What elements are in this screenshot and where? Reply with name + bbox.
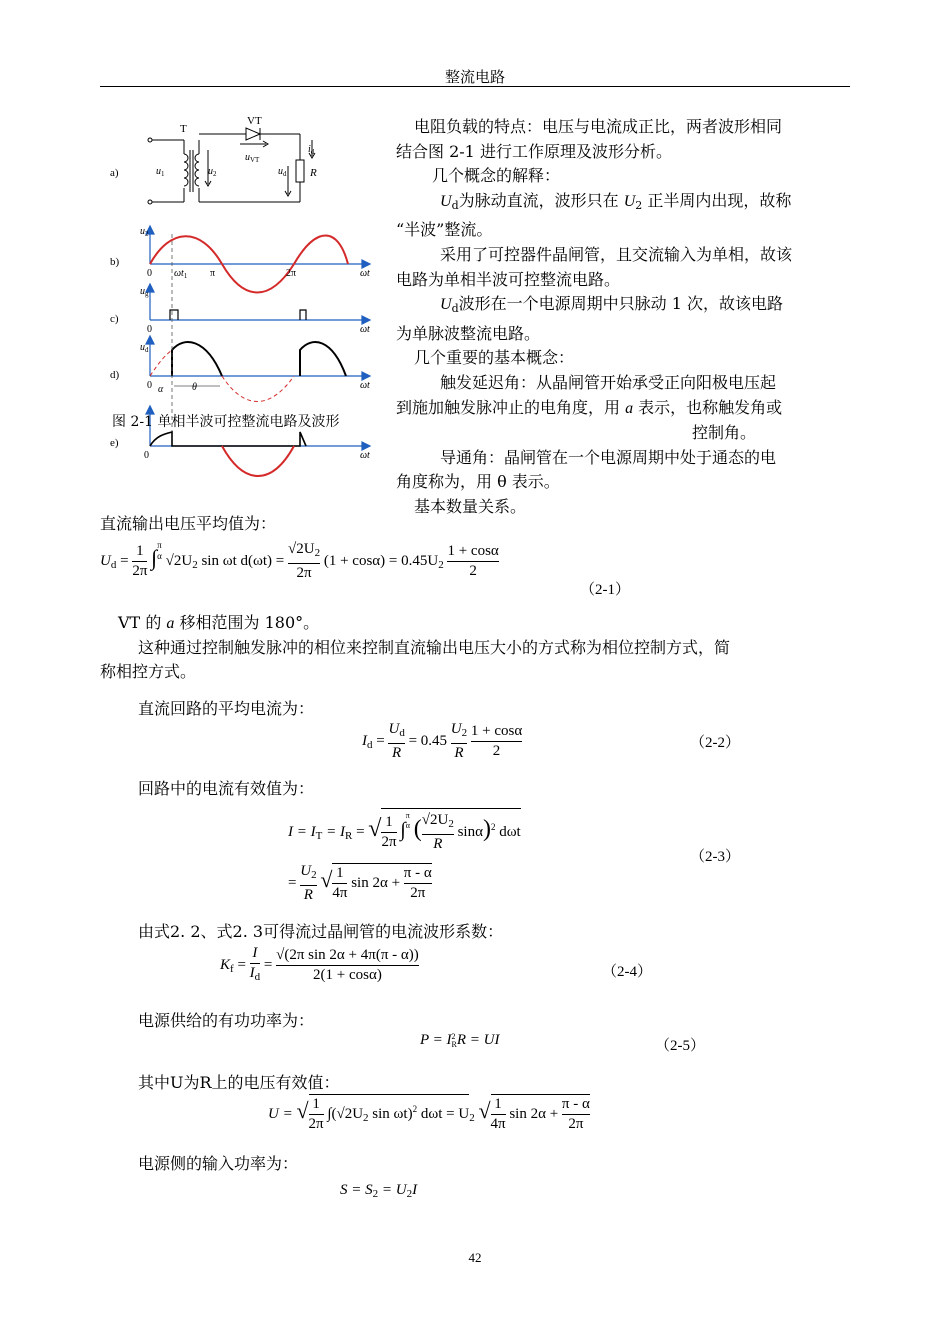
equation-number: （2-3） (690, 849, 740, 865)
paragraph: 这种通过控制触发脉冲的相位来控制直流输出电压大小的方式称为相位控制方式，简 (138, 638, 731, 657)
text-line: 几个重要的基本概念： (414, 348, 575, 368)
equation-2-3-line1: $I = I_T = I_R$ = √ $\frac{1}{2\pi}$ ∫π α ( $\frac{√2U_2}{R}$ sinα)$^2$ dωt (288, 808, 521, 854)
paragraph: 直流回路的平均电流为： (138, 699, 315, 718)
equation-2-5: P = I2 RR = UI (420, 1031, 500, 1049)
page-number: 42 (468, 1250, 482, 1265)
paragraph: 其中U为R上的电压有效值： (138, 1073, 340, 1092)
paragraph: 电源侧的输入功率为： (138, 1154, 299, 1173)
paragraph: 由式2. 2、式2. 3可得流过晶闸管的电流波形系数： (138, 922, 504, 941)
u2-label: $u_2$ (208, 166, 217, 178)
circuit-diagram (148, 128, 315, 204)
transformer-label: T (180, 123, 187, 135)
equation-voltage-rms: U = √ $\frac{1}{2\pi}$ $\int(√2U_2$ sin ωt)$^2$ $d\omega t = U_2$ √ $\frac{1}{4\pi}$ sin 2α + $\frac{\pi - \alpha}{2\pi}$ (268, 1096, 590, 1132)
thyristor-label: VT (247, 115, 262, 127)
equation-number: （2-4） (602, 964, 652, 980)
omega-t-b: ωt (360, 268, 370, 279)
text-line: 基本数量关系。 (414, 496, 527, 516)
equation-apparent-power: $S = S_2 = U_2I$ (340, 1182, 418, 1200)
id-label: $i_d$ (308, 144, 315, 156)
paragraph: VT 的 a 移相范围为 180°。 (118, 613, 320, 632)
panel-label-e: e) (110, 437, 119, 449)
ud-axis-label: $u_d$ (140, 342, 149, 354)
paragraph: 直流输出电压平均值为： (100, 514, 277, 533)
ud-waveform (172, 342, 346, 376)
text-line: 几个概念的解释： (432, 166, 561, 186)
zero-d: 0 (147, 380, 152, 391)
text-line: $U_d$波形在一个电源周期中只脉动 1 次，故该电路 (440, 294, 783, 316)
text-line: $U_d$为脉动直流，波形只在 $U_2$ 正半周内出现，故称 (440, 190, 792, 212)
omega-t-e: ωt (360, 450, 370, 461)
theta-label: θ (192, 382, 197, 393)
ud-label: $u_d$ (278, 166, 287, 178)
text-line: 到施加触发脉冲止的电角度，用 a 表示，也称触发角或 (396, 397, 783, 417)
equation-number: （2-5） (655, 1038, 705, 1054)
equation-number: （2-1） (580, 582, 630, 598)
panel-label-c: c) (110, 313, 119, 325)
omega-t-c: ωt (360, 324, 370, 335)
omega-t-d: ωt (360, 380, 370, 391)
right-text-block (396, 115, 792, 520)
paragraph: 称相控方式。 (100, 662, 197, 681)
u-vt-label: $u_{VT}$ (245, 152, 260, 164)
u2-axis-label: $u_2$ (140, 226, 149, 238)
equation-2-3-line2: = $\frac{U_2}{R}$ √ $\frac{1}{4\pi}$ sin 2α + $\frac{\pi - \alpha}{2\pi}$ (288, 863, 432, 903)
text-line: “半波”整流。 (396, 220, 493, 240)
text-line: 结合图 2-1 进行工作原理及波形分析。 (396, 141, 672, 161)
alpha-label: α (158, 384, 164, 395)
text-line: 角度称为，用 θ 表示。 (396, 472, 560, 492)
text-line: 电路为单相半波可控整流电路。 (396, 269, 621, 289)
equation-number: （2-2） (690, 735, 740, 751)
omega-t1-label: $\omega t_1$ (174, 268, 188, 280)
running-header: 整流电路 (444, 68, 505, 86)
text-line: 电阻负载的特点：电压与电流成正比，两者波形相同 (414, 117, 783, 136)
ug-axis-label: $u_g$ (140, 286, 149, 298)
zero-e: 0 (144, 450, 149, 461)
text-line: 控制角。 (692, 423, 757, 443)
text-line: 采用了可控器件晶闸管，且交流输入为单相，故该 (440, 244, 793, 264)
equation-2-1: $U_d$ = $\frac{1}{2\pi}$ ∫π α $√2U_2$ sin ωt d(ωt) = $\frac{√2U_2}{2\pi}$ $(1 + \cos\alpha) = 0.45U_2$ $\frac{1 + \cos\alpha}{2}$ (100, 540, 499, 581)
zero-c: 0 (147, 324, 152, 335)
paragraph: 回路中的电流有效值为： (138, 779, 315, 798)
uvt-negative (222, 446, 294, 476)
equation-2-2: $I_d$ = $\frac{U_d}{R}$ = 0.45 $\frac{U_2}{R}$ $\frac{1 + \cos\alpha}{2}$ (362, 721, 523, 761)
equation-2-4: $K_f$ = $\frac{I}{I_d}$ = $\frac{\text{√(2π sin 2α + 4π(π - α))}}{2(1 + \cos\alpha)}$ (220, 944, 419, 987)
panel-label-d: d) (110, 369, 120, 381)
uvt-waveform (150, 432, 306, 446)
zero-b: 0 (147, 268, 152, 279)
paragraph: 电源供给的有功功率为： (138, 1011, 315, 1030)
header-rule (100, 86, 850, 87)
gate-pulses (170, 310, 306, 320)
text-line: 触发延迟角：从晶闸管开始承受正向阳极电压起 (440, 372, 777, 392)
pi-label: π (210, 268, 216, 279)
two-pi-label: 2π (286, 268, 297, 279)
u1-label: $u_1$ (156, 166, 165, 178)
text-line: 为单脉波整流电路。 (396, 323, 541, 343)
panel-label-b: b) (110, 256, 120, 268)
text-line: 导通角：晶闸管在一个电源周期中处于通态的电 (440, 447, 777, 467)
figure-caption: 图 2-1 单相半波可控整流电路及波形 (112, 414, 340, 430)
resistor-label: R (310, 167, 317, 179)
panel-label-a: a) (110, 167, 119, 179)
